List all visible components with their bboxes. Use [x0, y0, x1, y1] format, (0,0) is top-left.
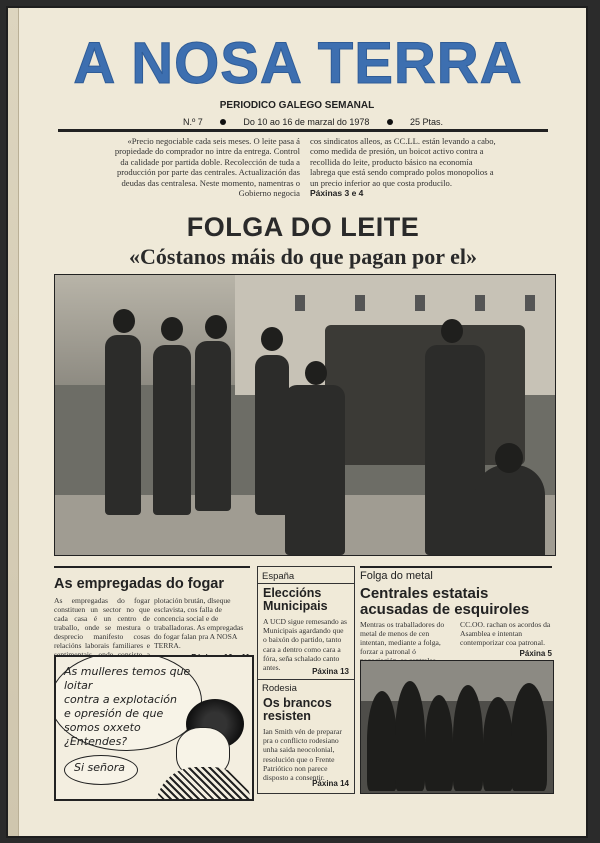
main-headline: FOLGA DO LEITE [186, 212, 420, 242]
masthead-subtitle: PERIODICO GALEGO SEMANAL [219, 100, 375, 111]
lead-text-2: cos sindicatos alleos, as CC.LL. están levando a cabo, como medida de presión, un boicot activo contra a recollida do leite, producto básico na economía labrega que está sendo comprado polos monopolios a un precio inferior ao que costa producilo. [310, 136, 496, 188]
espana-page: Páxina 13 [312, 667, 349, 676]
metal-photo [360, 660, 554, 794]
bullet-icon [220, 119, 226, 125]
cartoon-line-5: ¿Entendes? [64, 735, 128, 748]
middle-column [257, 566, 355, 794]
metal-text-2: CC.OO. rachan os acordos da Asamblea e intentan contemporizar coa patronal. [460, 620, 551, 647]
metal-title: Centrales estatais acusadas de esquiroles [360, 585, 530, 618]
cartoon-panel [54, 655, 254, 801]
cartoon-body [156, 767, 252, 801]
issue-number: N.º 7 [183, 117, 203, 127]
issue-dates: Do 10 ao 16 de marzal do 1978 [243, 117, 370, 127]
issue-line [183, 116, 443, 128]
lead-col-2 [310, 136, 496, 198]
masthead-rule [58, 129, 548, 132]
espana-section: España [262, 571, 295, 582]
cartoon-line-2: contra a explotación [64, 693, 177, 706]
empregadas-text-2: plotación brután, dlseque esclavista, cos falla de concencia social e de traballadoras. As empregadas do fogar falan pra A NOSA TERRA. [154, 596, 244, 650]
bullet-icon [387, 119, 393, 125]
cartoon-reply: Si señora [74, 761, 125, 774]
metal-section: Folga do metal [360, 570, 433, 582]
main-quote: «Cóstanos máis do que pagan por el» [129, 244, 477, 269]
metal-page: Páxina 5 [519, 649, 552, 658]
issue-price: 25 Ptas. [409, 117, 443, 127]
section-rule [54, 566, 250, 568]
lead-pages: Páxinas 3 e 4 [310, 188, 364, 199]
cartoon-line-4: somos oxxeto [64, 721, 141, 734]
empregadas-col-2 [154, 596, 250, 662]
espana-body: A UCD sigue remesando as Municipais agardando que o baixón do partido, tanto cara a dentro como cara a fóra, seña schalado canto antes. [263, 617, 347, 673]
lead-col-1 [114, 136, 300, 198]
lead-text-1: «Precio negociable cada seis meses. O leite pasa á propiedade do comprador no intre da entrega. Control da calidade por partida doble. Recolección de tuda a producción por parte das centrales. Actualización das deudas das centralesa. Neste momento, namentras o Gobierno negocia [114, 136, 300, 199]
rodesia-title: Os brancos resisten [263, 696, 332, 723]
empregadas-col-1: As empregadas do fogar constituen un sector no que cada casa é un centro de traballo, onde se mestura o desprecio manifesto cosas relacións laborais familiares e [54, 596, 150, 650]
section-rule [360, 566, 552, 568]
rodesia-section: Rodesia [262, 683, 297, 694]
cartoon-line-1: As mulleres temos que loitar [64, 665, 191, 692]
page-edge [8, 8, 19, 836]
metal-col-2 [460, 620, 552, 658]
rodesia-page: Páxina 14 [312, 779, 349, 788]
newspaper-page [8, 8, 586, 836]
metal-col-1: Mentras os traballadores do metal de menos de cen intentan, mediante a folga, forzar a patronal ó [360, 620, 445, 656]
espana-title: Eleccións Municipais [263, 586, 328, 613]
cartoon-line-3: e opresión de que [64, 707, 164, 720]
lead-photo [54, 274, 556, 556]
rodesia-body: Ian Smith vén de preparar pra o conflicto rodesiano unha saida neocolonial, resolución que o Frente Patriótico non parece disposto a consentir. [263, 727, 342, 783]
empregadas-title: As empregadas do fogar [54, 576, 225, 592]
masthead-title: A NOSA TERRA [73, 31, 523, 96]
